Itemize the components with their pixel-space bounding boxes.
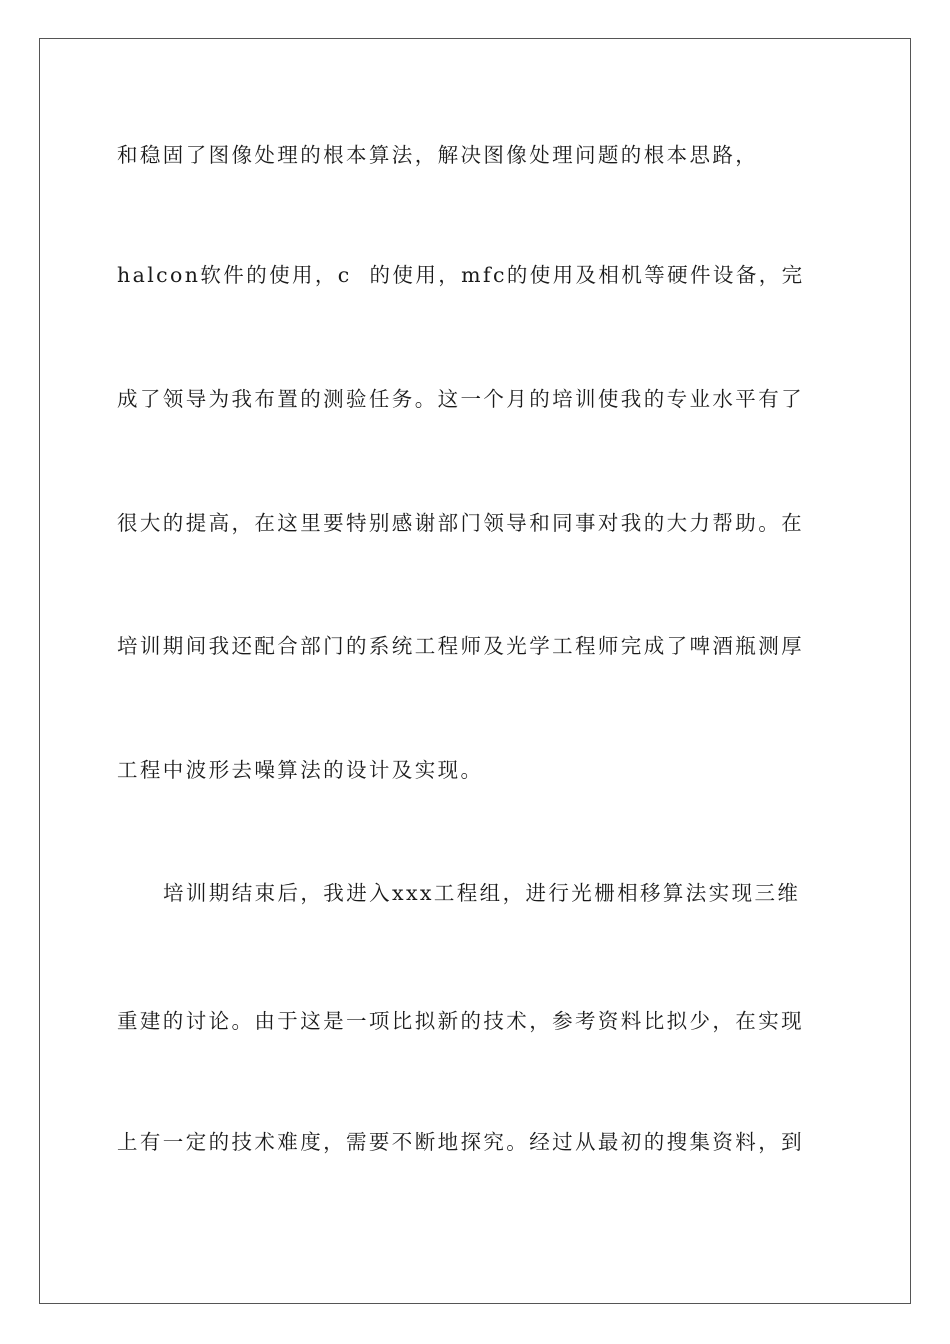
- text-line-5: 培训期间我还配合部门的系统工程师及光学工程师完成了啤酒瓶测厚: [117, 634, 804, 658]
- text-line-2: halcon软件的使用，c 的使用，mfc的使用及相机等硬件设备，完: [117, 263, 805, 287]
- text-line-1: 和稳固了图像处理的根本算法，解决图像处理问题的根本思路，: [117, 143, 759, 167]
- page-border: [39, 38, 911, 1304]
- text-line-8: 重建的讨论。由于这是一项比拟新的技术，参考资料比拟少，在实现: [117, 1009, 804, 1033]
- text-line-3: 成了领导为我布置的测验任务。这一个月的培训使我的专业水平有了: [117, 387, 804, 411]
- text-line-6: 工程中波形去噪算法的设计及实现。: [117, 758, 484, 782]
- text-line-4: 很大的提高，在这里要特别感谢部门领导和同事对我的大力帮助。在: [117, 511, 804, 535]
- text-line-9: 上有一定的技术难度，需要不断地探究。经过从最初的搜集资料，到: [117, 1130, 804, 1154]
- text-line-7-paragraph-start: 培训期结束后，我进入xxx工程组，进行光栅相移算法实现三维: [163, 881, 801, 905]
